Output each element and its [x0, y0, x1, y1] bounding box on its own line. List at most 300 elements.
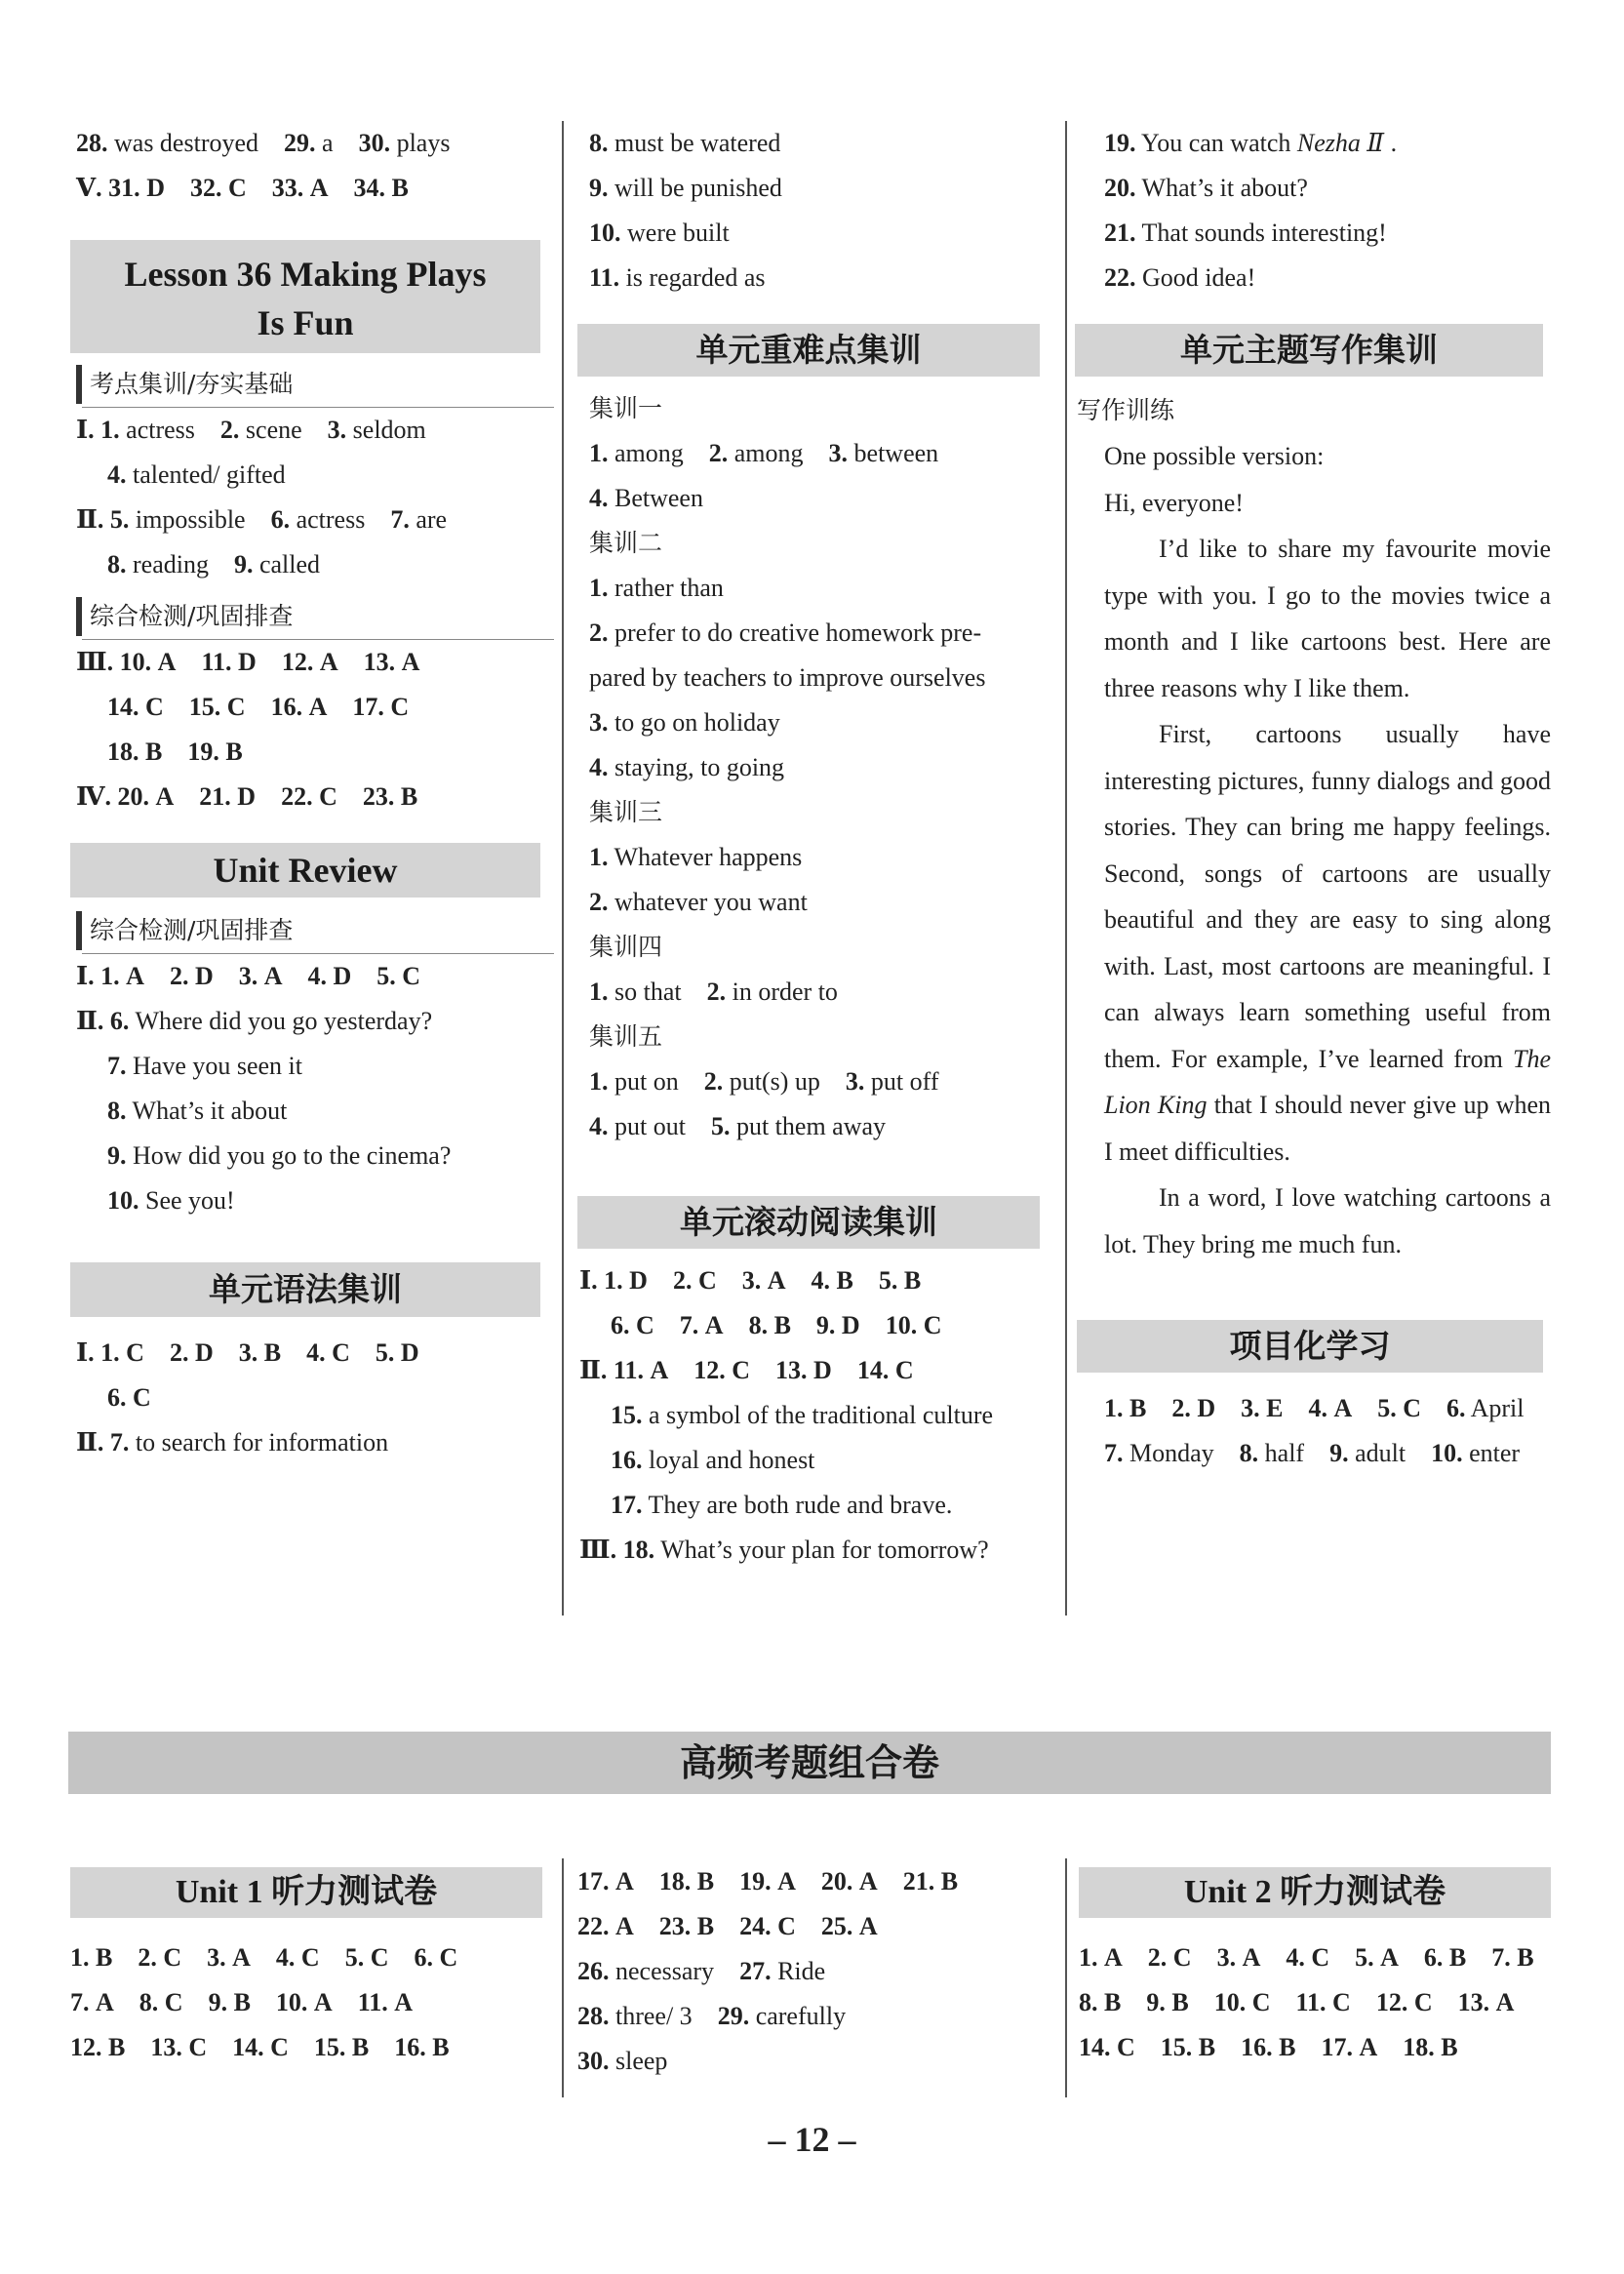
answer-line [589, 566, 1048, 611]
answer-text: talented/ gifted [133, 460, 286, 489]
answer-text: C [145, 693, 164, 721]
answer-number: 2. [672, 1266, 693, 1295]
answer-text: B [836, 1266, 853, 1295]
answer-text: A [615, 1912, 634, 1940]
answer-text: What’s your plan for tomorrow? [660, 1536, 989, 1564]
answer-number: 2. [1171, 1394, 1191, 1422]
answer-text: prefer to do creative homework pre- [614, 618, 982, 647]
answer-number: 18. [658, 1867, 692, 1895]
combined-test-banner: 高频考题组合卷 [68, 1732, 1551, 1794]
answer-number: 6. [414, 1943, 433, 1972]
answer-number: 2. [589, 888, 609, 916]
answer-number: 2. [219, 416, 240, 444]
answer-text: three/ 3 [615, 2002, 693, 2030]
answer-text: C [402, 962, 421, 990]
answer-text: D [333, 962, 352, 990]
answer-text: A [96, 1988, 114, 2016]
answer-number: 3. [741, 1266, 762, 1295]
answer-text: A [858, 1867, 878, 1895]
answer-text: B [1198, 2033, 1216, 2061]
answer-number: 20. [820, 1867, 853, 1895]
answer-line [76, 954, 544, 999]
answer-number: 19. [739, 1867, 772, 1895]
unit1-title: Unit 1 听力测试卷 [70, 1867, 542, 1918]
answer-number: 2. [138, 1943, 157, 1972]
answer-text: C [439, 1943, 458, 1972]
answer-number: 1. [1104, 1394, 1124, 1422]
answer-number: 22. [281, 782, 313, 811]
answer-text: C [923, 1311, 942, 1339]
answer-text: A [1495, 1988, 1515, 2016]
answer-text: A [704, 1311, 724, 1339]
answer-text: scene [245, 416, 302, 444]
answer-number: 3. [1216, 1943, 1237, 1972]
answer-text: a symbol of the traditional culture [649, 1401, 994, 1429]
answer-text: April [1470, 1394, 1525, 1422]
answer-number: 4. [107, 460, 127, 489]
answer-line [589, 476, 1048, 521]
answer-number: 9. [107, 1141, 127, 1170]
answer-number: 21. [1104, 219, 1136, 247]
answer-number: 15. [188, 693, 221, 721]
answer-text: A [1242, 1943, 1261, 1972]
grammar-title: 单元语法集训 [70, 1262, 540, 1317]
answer-number: 8. [107, 550, 127, 578]
answer-line [577, 1859, 1046, 1904]
answer-text: A [1380, 1943, 1399, 1972]
answer-text: B [696, 1867, 715, 1895]
answer-text: C [227, 174, 247, 202]
answer-text: B [391, 174, 409, 202]
project-title: 项目化学习 [1077, 1320, 1543, 1373]
answer-number: 30. [358, 129, 391, 157]
answer-number: 4. [307, 962, 328, 990]
answer-text: C [1332, 1988, 1351, 2016]
answer-number: Ⅱ. 5. [76, 505, 130, 534]
answer-number: Ⅰ. 1. [76, 416, 120, 444]
answer-text: put off [870, 1067, 939, 1096]
answer-line [76, 498, 544, 542]
reading-title: 单元滚动阅读集训 [577, 1196, 1040, 1249]
answer-line [1079, 2025, 1553, 2070]
answer-block [577, 1859, 1046, 2084]
answer-number: 2. [589, 618, 609, 647]
answer-number: Ⅱ. 6. [76, 1007, 130, 1035]
answer-line [589, 1059, 1048, 1104]
answer-line [589, 431, 1048, 476]
answer-number: Ⅰ. 1. [579, 1266, 623, 1295]
answer-number: 5. [375, 1338, 395, 1367]
listening-answers [577, 1859, 1046, 2084]
answer-text: B [1517, 1943, 1534, 1972]
answer-text: A [309, 174, 329, 202]
answer-text: B [432, 2033, 450, 2061]
answer-text: A [767, 1266, 786, 1295]
answer-line [76, 1331, 544, 1376]
answer-block [76, 954, 544, 1223]
drill-label: 集训四 [589, 933, 663, 961]
page-number: – 12 – [768, 2120, 856, 2159]
answer-text: C [390, 693, 410, 721]
answer-text: C [163, 1943, 182, 1972]
answer-number: Ⅲ. 18. [579, 1536, 655, 1564]
answer-line [589, 745, 1048, 790]
answer-number: 6. [611, 1311, 630, 1339]
answer-text: B [1441, 2033, 1458, 2061]
answer-line [1079, 1935, 1553, 1980]
answer-text: were built [627, 219, 730, 247]
answer-number: 10. [1213, 1988, 1247, 2016]
answer-line [579, 1483, 1048, 1528]
answer-text: A [308, 693, 328, 721]
answer-block [589, 970, 1048, 1015]
answer-number: Ⅰ. 1. [76, 1338, 120, 1367]
column-2 [579, 121, 1048, 1573]
answer-number: 10. [589, 219, 621, 247]
answer-number: 5. [710, 1112, 731, 1140]
answer-number: 7. [1491, 1943, 1511, 1972]
answer-number: 10. [275, 1988, 308, 2016]
answer-number: 4. [589, 1112, 609, 1140]
answer-line [1104, 211, 1551, 256]
answer-number: 3. [238, 1338, 258, 1367]
answer-text: A [232, 1943, 251, 1972]
answer-text: C [226, 693, 246, 721]
answer-text: What’s it about? [1141, 174, 1308, 202]
answer-block [70, 1935, 548, 2070]
answer-text: C [777, 1912, 796, 1940]
answer-number: 3. [327, 416, 347, 444]
answer-line [589, 166, 1048, 211]
answer-number: 18. [1403, 2033, 1435, 2061]
answer-number: 20. [1104, 174, 1136, 202]
answer-text: B [1279, 2033, 1296, 2061]
answer-line [76, 1134, 544, 1178]
answer-text: Monday [1129, 1439, 1214, 1467]
answer-number: 4. [589, 753, 609, 781]
answer-line [76, 453, 544, 498]
answer-number: 17. [611, 1491, 643, 1519]
answer-number: 9. [233, 550, 254, 578]
answer-number: 17. [1321, 2033, 1353, 2061]
answer-block [76, 640, 544, 819]
answer-line [76, 1420, 544, 1465]
answer-number: 11. [357, 1988, 388, 2016]
answer-number: 3. [845, 1067, 865, 1096]
answer-number: 16. [270, 693, 303, 721]
answer-text: B [108, 2033, 126, 2061]
answer-text: in order to [732, 977, 838, 1006]
answer-number: 22. [577, 1912, 610, 1940]
answer-text: was destroyed [114, 129, 259, 157]
answer-text: A [401, 648, 420, 676]
answer-number: 16. [611, 1446, 643, 1474]
answer-number: 10. [1431, 1439, 1463, 1467]
answer-number: 17. [352, 693, 384, 721]
answer-text: C [188, 2033, 208, 2061]
answer-text: between [853, 439, 939, 467]
answer-block [589, 1059, 1048, 1149]
answer-number: 5. [344, 1943, 365, 1972]
answer-number: 26. [577, 1957, 610, 1985]
answer-number: 14. [107, 693, 139, 721]
answer-text: A [394, 1988, 414, 2016]
unit-review-title: Unit Review [70, 843, 540, 898]
answer-number: 5. [1355, 1943, 1374, 1972]
answer-line [76, 730, 544, 775]
answer-line [589, 121, 1048, 166]
answer-number: Ⅳ. 20. [76, 782, 150, 811]
answer-text: A [155, 782, 175, 811]
answer-line [76, 121, 544, 166]
answer-number: 29. [717, 2002, 750, 2030]
answer-text: reading [133, 550, 209, 578]
answer-number: 6. [1423, 1943, 1444, 1972]
answer-text: plays [396, 129, 451, 157]
answer-number: 33. [271, 174, 304, 202]
answer-line [589, 970, 1048, 1015]
answer-block [76, 408, 544, 587]
answer-number: 8. [107, 1097, 127, 1125]
answer-text: B [145, 738, 163, 766]
key-points-title: 单元重难点集训 [577, 324, 1040, 377]
answer-text: B [903, 1266, 922, 1295]
answer-number: 9. [815, 1311, 836, 1339]
answer-text: loyal and honest [649, 1446, 815, 1474]
answer-number: 18. [107, 738, 139, 766]
answer-number: 7. [107, 1052, 127, 1080]
answer-text: put on [614, 1067, 679, 1096]
answer-text: C [1413, 1988, 1433, 2016]
answer-number: 9. [1329, 1439, 1349, 1467]
column-divider [562, 121, 564, 1616]
unit2-title: Unit 2 听力测试卷 [1079, 1867, 1551, 1918]
essay-paragraph: First, cartoons usually have interesting pictures, funny dialogs and good stories. They can bring me happy feelings. Second, songs of cartoons are usually beautiful and they are easy to sing along with. Last, most cartoons are meaningful. I can always learn something useful from them. For example, I’ve learned from The Lion King that I should never give up when I meet difficulties. [1104, 720, 1552, 1166]
answer-text: D [841, 1311, 860, 1339]
answer-text: carefully [755, 2002, 847, 2030]
answer-number: 2. [1147, 1943, 1168, 1972]
answer-number: 15. [611, 1401, 643, 1429]
answer-number: 7. [390, 505, 410, 534]
answer-line [70, 1935, 548, 1980]
answer-number: 7. [70, 1988, 90, 2016]
answer-text: C [1251, 1988, 1271, 2016]
answer-line [76, 999, 544, 1044]
answer-line [1079, 1980, 1553, 2025]
answer-line [589, 656, 1048, 700]
answer-number: 10. [107, 1186, 139, 1215]
answer-number: 8. [139, 1988, 159, 2016]
column-divider [1065, 1858, 1067, 2097]
answer-text: Between [614, 484, 703, 512]
answer-text: put(s) up [729, 1067, 820, 1096]
writing-title: 单元主题写作集训 [1075, 324, 1543, 377]
answer-line [70, 1980, 548, 2025]
answer-number: 2. [706, 977, 727, 1006]
answer-text: A [858, 1912, 878, 1940]
answer-number: 2. [169, 962, 189, 990]
drill-label: 集训三 [589, 798, 663, 826]
answer-text: to search for information [135, 1428, 389, 1456]
unit1-section [70, 1867, 548, 2070]
answer-line [76, 166, 544, 211]
answer-text: among [733, 439, 804, 467]
answer-number: 9. [208, 1988, 228, 2016]
essay-greeting: Hi, everyone! [1104, 488, 1244, 517]
answer-text: E [1266, 1394, 1284, 1422]
answer-text: impossible [135, 505, 246, 534]
answer-line [70, 2025, 548, 2070]
answer-number: 7. [679, 1311, 699, 1339]
answer-text: C [133, 1383, 151, 1412]
answer-text: C [636, 1311, 654, 1339]
answer-line [589, 1104, 1048, 1149]
writing-label: 写作训练 [1077, 396, 1175, 424]
answer-line [577, 1949, 1046, 1994]
answer-block [76, 121, 544, 211]
answer-line [589, 880, 1048, 925]
answer-text: to go on holiday [614, 708, 780, 737]
answer-block [579, 1258, 1048, 1573]
answer-text: A [126, 962, 144, 990]
answer-text: B [351, 2033, 370, 2061]
answer-text: called [258, 550, 321, 578]
answer-text: C [164, 1988, 183, 2016]
answer-text: A [1104, 1943, 1123, 1972]
answer-number: 12. [693, 1356, 726, 1384]
answer-text: Whatever happens [614, 843, 803, 871]
answer-text: D [238, 648, 257, 676]
answer-number: 11. [1295, 1988, 1327, 2016]
drill-label: 集训五 [589, 1022, 663, 1051]
answer-line [76, 685, 544, 730]
answer-text: enter [1469, 1439, 1521, 1467]
answer-line [579, 1528, 1048, 1573]
column-divider [562, 1858, 564, 2097]
answer-text: B [233, 1988, 251, 2016]
answer-line [577, 1904, 1046, 1949]
column-divider [1065, 121, 1067, 1616]
answer-line [76, 1178, 544, 1223]
answer-number: 28. [76, 129, 108, 157]
answer-text: actress [126, 416, 195, 444]
answer-text: C [1172, 1943, 1192, 1972]
answer-line [589, 611, 1048, 656]
answer-number: 22. [1104, 263, 1136, 292]
answer-text: C [1403, 1394, 1422, 1422]
answer-number: 12. [281, 648, 314, 676]
essay-intro: One possible version: [1104, 442, 1325, 470]
answer-text: D [194, 1338, 214, 1367]
answer-text: B [696, 1912, 715, 1940]
answer-text: A [263, 962, 283, 990]
answer-number: 25. [820, 1912, 853, 1940]
answer-text: A [313, 1988, 333, 2016]
answer-line [589, 700, 1048, 745]
answer-block [589, 431, 1048, 521]
answer-number: 28. [577, 2002, 610, 2030]
answer-number: 14. [1079, 2033, 1111, 2061]
answer-text: B [940, 1867, 959, 1895]
answer-text: D [194, 962, 214, 990]
answer-line [589, 256, 1048, 300]
answer-number: 1. [589, 439, 609, 467]
answer-number: 12. [1375, 1988, 1408, 2016]
answer-number: 1. [589, 843, 609, 871]
answer-text: whatever you want [614, 888, 808, 916]
answer-number: 2. [169, 1338, 189, 1367]
answer-text: must be watered [614, 129, 781, 157]
answer-number: 3. [589, 708, 609, 737]
answer-number: 4. [275, 1943, 296, 1972]
answer-number: 23. [658, 1912, 692, 1940]
answer-number: 21. [902, 1867, 935, 1895]
answer-number: Ⅱ. 11. [579, 1356, 644, 1384]
answer-number: 8. [589, 129, 609, 157]
answer-line [76, 775, 544, 819]
answer-text: Ride [777, 1957, 826, 1985]
section-subtitle: 综合检测/巩固排查 [76, 597, 544, 636]
answer-line: 19. You can watch Nezha Ⅱ . [1104, 129, 1398, 157]
answer-text: C [270, 2033, 289, 2061]
answer-text: Where did you go yesterday? [135, 1007, 433, 1035]
answer-number: 10. [885, 1311, 918, 1339]
answer-number: 11. [589, 263, 620, 292]
answer-text: A [777, 1867, 796, 1895]
answer-number: 8. [1239, 1439, 1259, 1467]
column-3 [1077, 121, 1552, 1476]
answer-text: half [1264, 1439, 1305, 1467]
answer-number: 7. [1104, 1439, 1124, 1467]
answer-number: 9. [589, 174, 609, 202]
answer-text: They are both rude and brave. [648, 1491, 953, 1519]
answer-number: 2. [708, 439, 729, 467]
answer-text: C [732, 1356, 751, 1384]
lesson-title: Lesson 36 Making Plays Is Fun [70, 240, 540, 353]
answer-number: 3. [207, 1943, 226, 1972]
answer-number: 4. [811, 1266, 831, 1295]
drill-label: 集训一 [589, 394, 663, 422]
answer-text: How did you go to the cinema? [133, 1141, 452, 1170]
answer-number: 4. [589, 484, 609, 512]
answer-number: 8. [748, 1311, 769, 1339]
answer-text: is regarded as [625, 263, 766, 292]
answer-text: B [1104, 1988, 1122, 2016]
answer-number: 4. [306, 1338, 326, 1367]
answer-text: Have you seen it [133, 1052, 303, 1080]
answer-number: 6. [107, 1383, 127, 1412]
answer-text: seldom [352, 416, 426, 444]
answer-line [76, 408, 544, 453]
answer-text: B [773, 1311, 791, 1339]
answer-line [76, 1089, 544, 1134]
answer-text: B [96, 1943, 113, 1972]
answer-text: B [400, 782, 418, 811]
answer-number: 15. [1160, 2033, 1193, 2061]
answer-number: 6. [270, 505, 291, 534]
answer-line [579, 1438, 1048, 1483]
answer-number: 16. [394, 2033, 426, 2061]
answer-number: 5. [878, 1266, 898, 1295]
answer-text: C [697, 1266, 717, 1295]
answer-line [579, 1393, 1048, 1438]
answer-line [577, 2039, 1046, 2084]
answer-block [76, 1331, 544, 1465]
answer-line [577, 1994, 1046, 2039]
answer-number: 21. [199, 782, 231, 811]
answer-block [1104, 166, 1551, 300]
answer-text: are [416, 505, 448, 534]
